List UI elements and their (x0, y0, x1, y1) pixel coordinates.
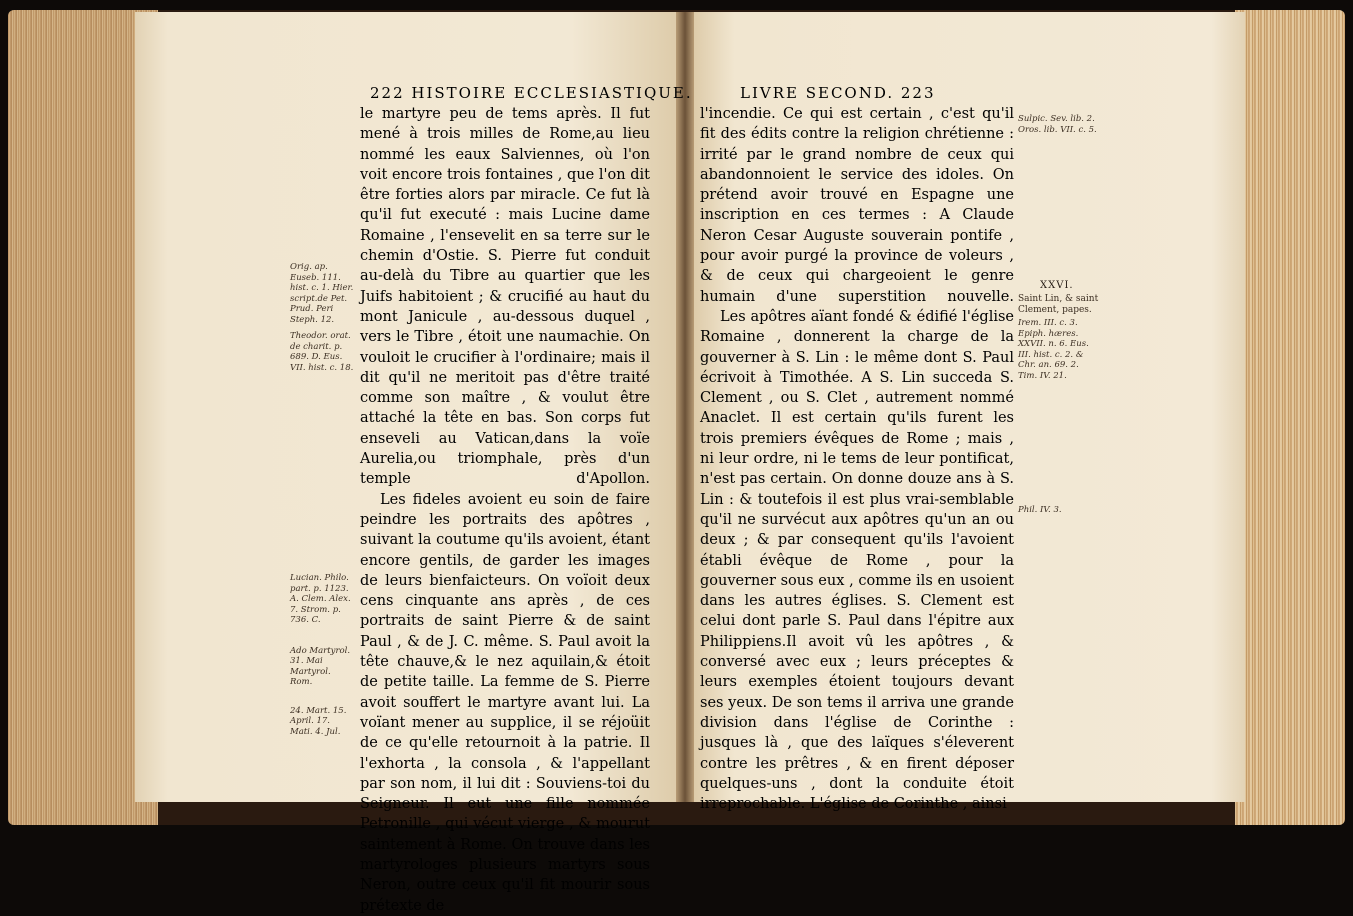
page-edges-right (1235, 10, 1345, 825)
margin-note: Theodor. orat. de charit. p. 689. D. Eus. VII. hist. c. 18. (290, 331, 354, 373)
margin-note: Orig. ap. Euseb. 111. hist. c. 1. Hier. script.de Pet. Prud. Peri Steph. 12. (290, 262, 354, 325)
right-page-body (700, 104, 1014, 814)
right-paragraph-2: Les apôtres aïant fondé & édifié l'église Romaine , donnerent la charge de la gouverner à S. Lin : le même dont S. Paul écrivoit à Timothée. A S. Lin succeda S. Clement , ou S. Clet , autrement nommé Anaclet. Il est certain qu'ils furent les trois premiers évêques de Rome ; mais , ni leur ordre, ni le tems de leur pontificat, n'est pas certain. On donne douze ans à S. Lin : & toutefois il est plus vrai-semblable qu'il ne survécut aux apôtres qu'un an ou deux ; & par consequent qu'ils l'avoient établi évêque de Rome , pour la gouverner sous eux , comme ils en usoient dans les autres églises. S. Clement est celui dont parle S. Paul dans l'épitre aux Philippiens.Il avoit vû les apôtres , & conversé avec eux ; leurs préceptes & leurs exemples étoient toujours devant ses yeux. De son tems il arriva une grande division dans l'église de Corinthe : jusques là , que des laïques s'éleverent contre les prêtres , & en firent déposer quelques-uns , dont la conduite étoit irreprochable. L'église de Corinthe , ainsi (700, 308, 1014, 813)
margin-note: Irem. III. c. 3. Epiph. hæres. XXVII. n. 6. Eus. III. hist. c. 2. & Chr. an. 69. 2. Tim. IV. 21. (1018, 318, 1089, 381)
right-margin-notes-top (1018, 114, 1098, 141)
book-gutter (676, 12, 694, 802)
left-page-header: 222 HISTOIRE ECCLESIASTIQUE. (370, 84, 693, 102)
margin-note: Phil. IV. 3. (1018, 505, 1062, 515)
right-margin-notes-middle (1018, 318, 1100, 387)
section-title: Saint Lin, & saint Clement, papes. (1018, 294, 1099, 315)
margin-note: 24. Mart. 15. April. 17. Mati. 4. Jul. (290, 705, 347, 737)
section-number: XXVI. (1040, 280, 1074, 291)
right-page-header: LIVRE SECOND. 223 (740, 84, 936, 102)
right-margin-notes-bottom (1018, 505, 1100, 522)
right-paragraph-1: l'incendie. Ce qui est certain , c'est qu'il fit des édits contre la religion chrétienne : irrité par le grand nombre de ceux qui abandonnoient le service des idoles. On prétend avoir trouvé en Espagne une inscription en ces termes : A Claude Neron Cesar Auguste souverain pontife , pour avoir purgé la province de voleurs , & de ceux qui chargeoient le genre humain d'une superstition nouvelle. (700, 106, 1014, 305)
margin-note: Ado Martyrol. 31. Mai Martyrol. Rom. (290, 645, 351, 687)
margin-note: Sulpic. Sev. lib. 2. Oros. lib. VII. c. 5. (1018, 114, 1097, 135)
left-page-body (360, 104, 650, 916)
margin-note: Lucian. Philo. part. p. 1123. A. Clem. Alex. 7. Strom. p. 736. C. (290, 573, 351, 625)
left-margin-notes (290, 262, 354, 743)
left-paragraph-2: Les fideles avoient eu soin de faire peindre les portraits des apôtres , suivant la coutume qu'ils avoient, étant encore gentils, de garder les images de leurs bienfaicteurs. On voïoit deux cens cinquante ans après , de ces portraits de saint Pierre & de saint Paul , & de J. C. même. S. Paul avoit la tête chauve,& le nez aquilain,& étoit de petite taille. La femme de S. Pierre avoit souffert le martyre avant lui. La voïant mener au supplice, il se réjoüit de ce qu'elle retournoit à la patrie. Il l'exhorta , la consola , & l'appellant par son nom, il lui dit : Souviens-toi du Seigneur. Il eut une fille nommée Petronille , qui vécut vierge , & mourut saintement à Rome. On trouve dans les martyrologes plusieurs martyrs sous Neron, outre ceux qu'il fit mourir sous prétexte de (360, 491, 650, 914)
left-paragraph-1: le martyre peu de tems après. Il fut mené à trois milles de Rome,au lieu nommé les eaux Salviennes, où l'on voit encore trois fontaines , que l'on dit être forties alors par miracle. Ce fut là qu'il fut executé : mais Lucine dame Romaine , l'ensevelit en sa terre sur le chemin d'Ostie. S. Pierre fut conduit au-delà du Tibre au quartier que les Juifs habitoient ; & crucifié au haut du mont Janicule , au-dessous duquel , vers le Tibre , étoit une naumachie. On vouloit le crucifier à l'ordinaire; mais il dit qu'il ne meritoit pas d'être traité comme son maître , & voulut être attaché la tête en bas. Son corps fut enseveli au Vatican,dans la voïe Aurelia,ou triomphale, près d'un temple d'Apollon. (360, 106, 650, 488)
